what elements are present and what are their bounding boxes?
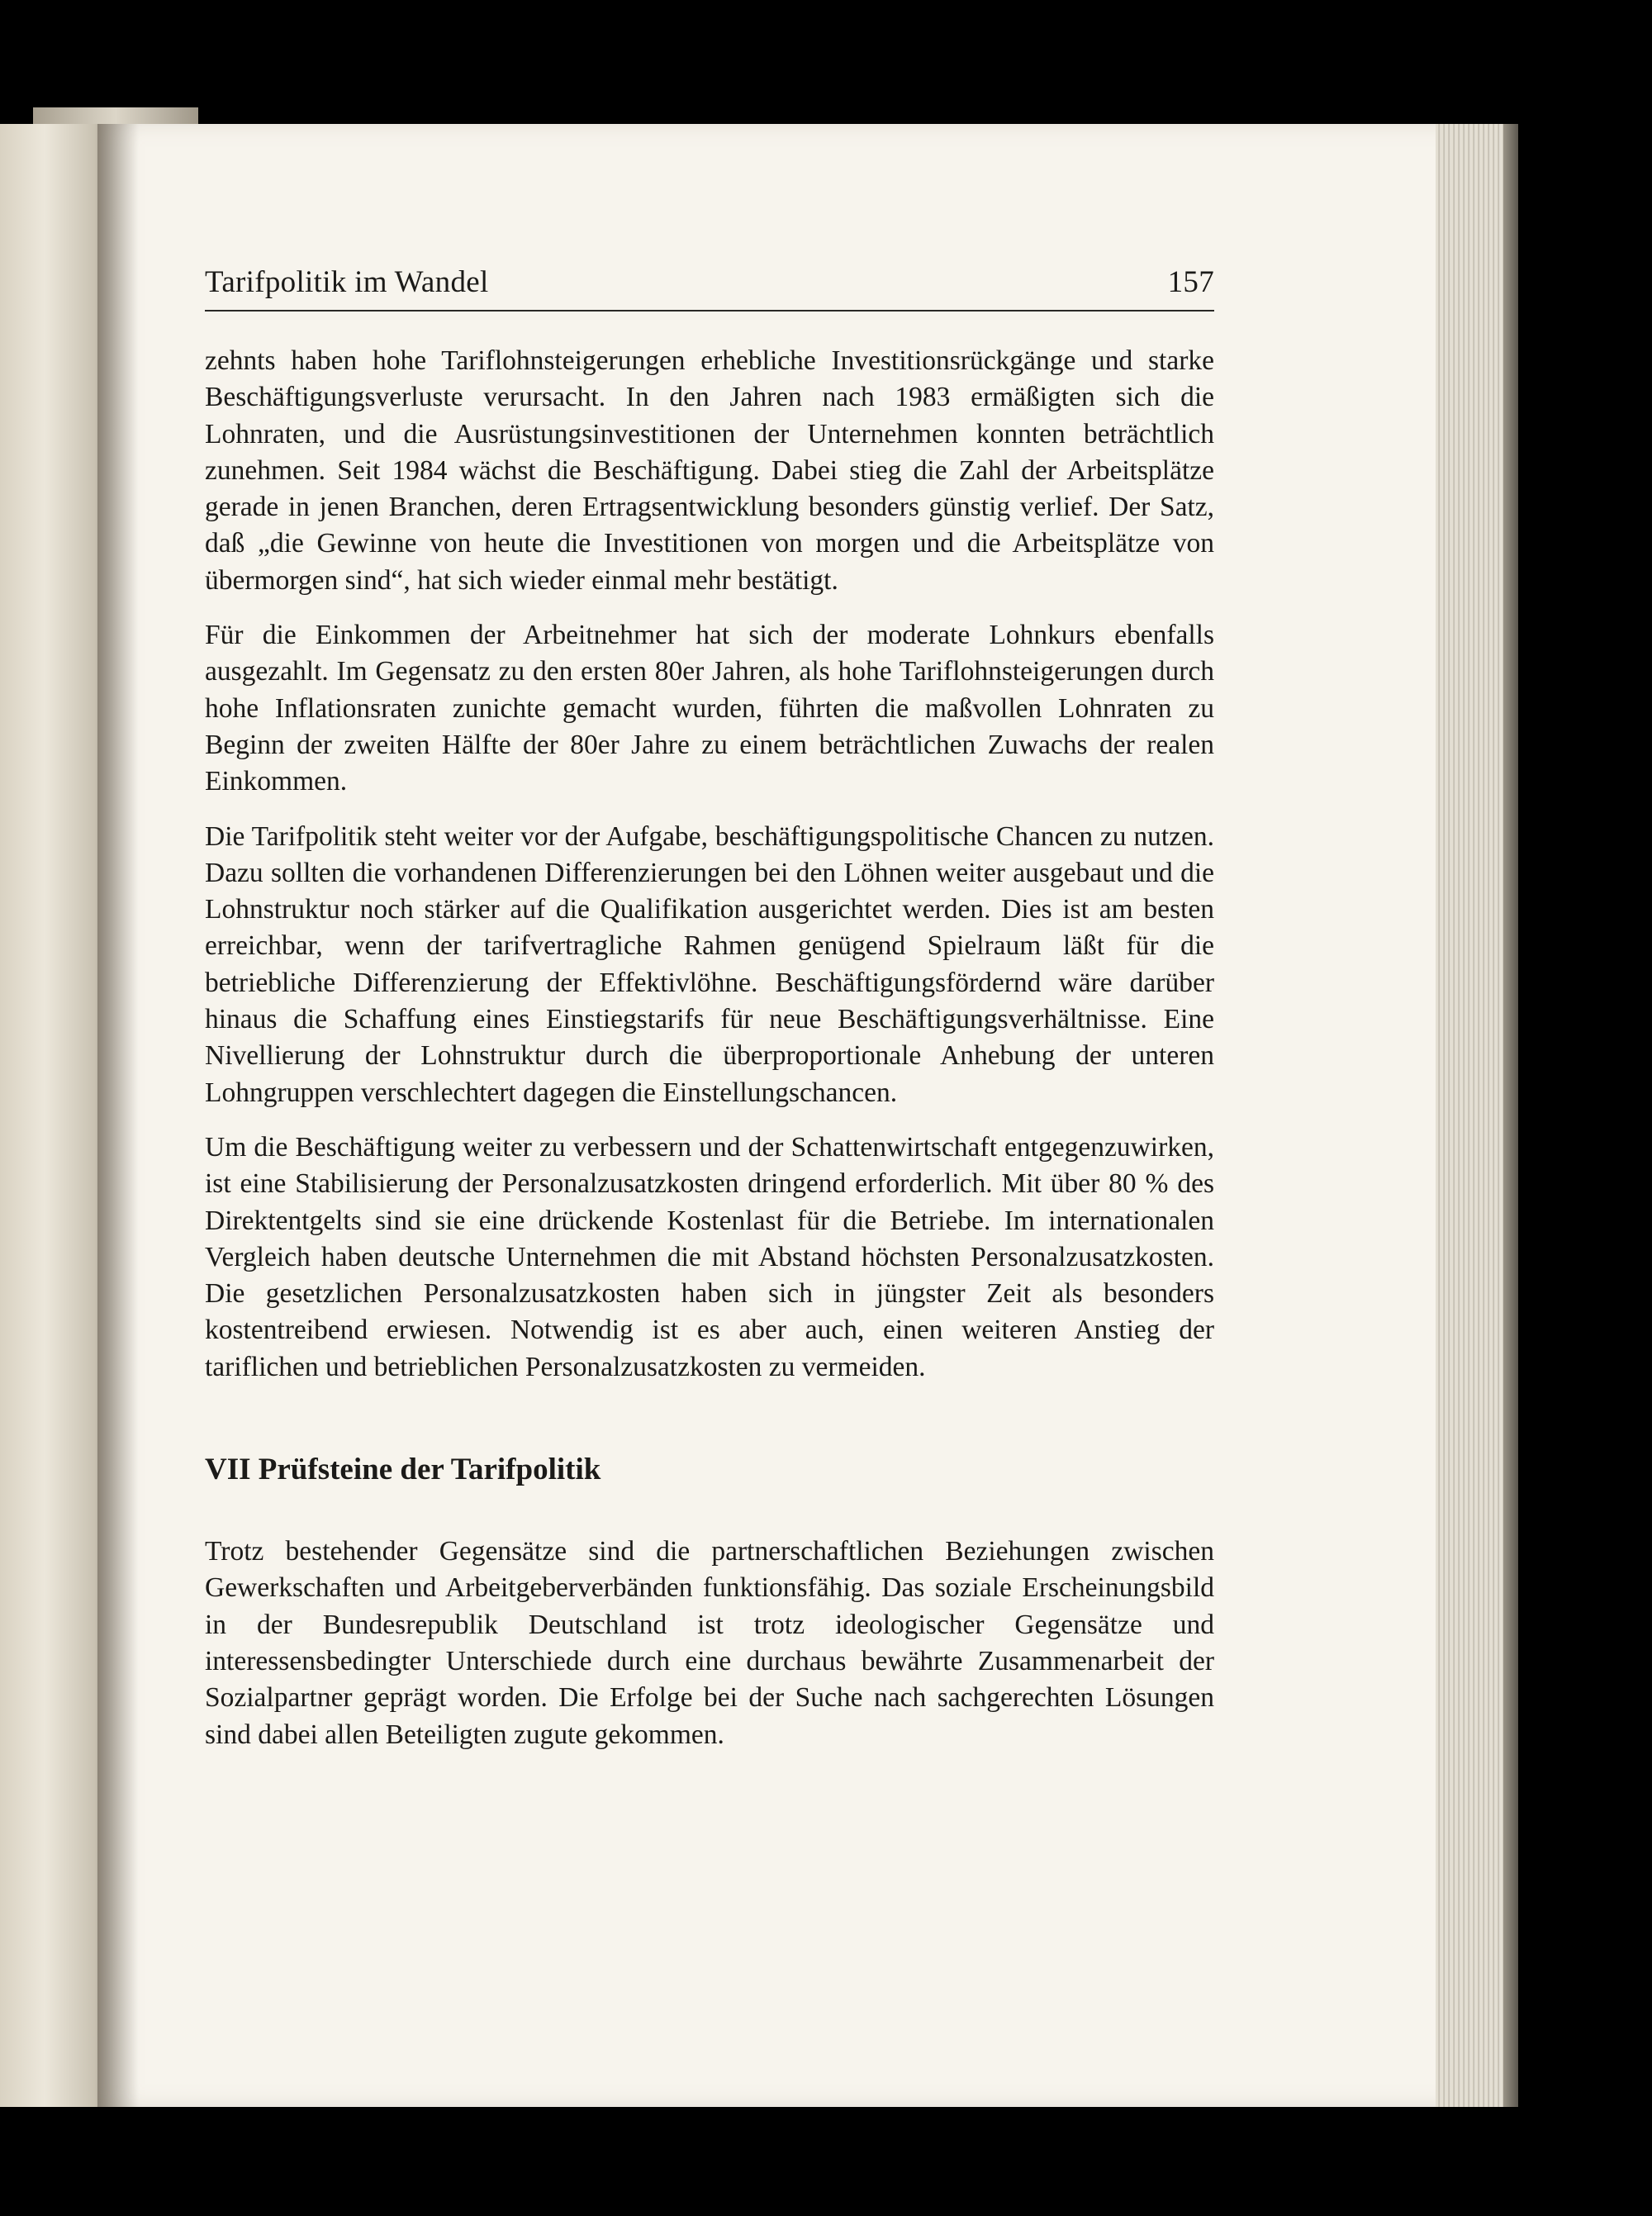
page-edge-shadow	[1503, 124, 1518, 2107]
left-page-top-edge	[33, 107, 198, 124]
page-number: 157	[1167, 265, 1214, 299]
section-heading: VII Prüfsteine der Tarifpolitik	[205, 1453, 601, 1487]
paragraph: Die Tarifpolitik steht weiter vor der Aufgabe, beschäftigungspolitische Chancen zu nutzen. Dazu sollten die vorhandenen Differenzierungen bei den Löhnen weiter ausgebaut und die Lohnstruktur noch stärker auf die Qualifikation ausgerichtet werden. Dies ist am besten erreichbar, wenn der tarifvertragliche Rahmen genügend Spielraum läßt für die betriebliche Differenzierung der Effektivlöhne. Beschäftigungsfördernd wäre darüber hinaus die Schaffung eines Einstiegstarifs für neue Beschäftigungsverhältnisse. Eine Nivellierung der Lohnstruktur durch die überproportionale Anhebung der unteren Lohngruppen verschlechtert dagegen die Einstellungschancen.	[205, 820, 1214, 1108]
paragraph: Trotz bestehender Gegensätze sind die partnerschaftlichen Beziehungen zwischen Gewerkschaften und Arbeitgeberverbänden funktionsfähig. Das soziale Erscheinungsbild in der Bundesrepublik Deutschland ist trotz ideologischer Gegensätze und interessensbedingter Unterschiede durch eine durchaus bewährte Zusammenarbeit der Sozialpartner geprägt worden. Die Erfolge bei der Suche nach sachgerechten Lösungen sind dabei allen Beteiligten zugute gekommen.	[205, 1536, 1214, 1750]
body-text	[205, 343, 1214, 1753]
running-head	[205, 264, 1214, 311]
left-page-remnant	[0, 124, 112, 2107]
paragraph: zehnts haben hohe Tariflohnsteigerungen erhebliche Investitionsrückgänge und starke Beschäftigungsverluste verursacht. In den Jahren nach 1983 ermäßigten sich die Lohnraten, und die Ausrüstungsinvestitionen der Unternehmen konnten beträchtlich zunehmen. Seit 1984 wächst die Beschäftigung. Dabei stieg die Zahl der Arbeitsplätze gerade in jenen Branchen, deren Ertragsentwicklung besonders günstig verlief. Der Satz, daß „die Gewinne von heute die Investitionen von morgen und die Arbeitsplätze von übermorgen sind“, hat sich wieder einmal mehr bestätigt.	[205, 345, 1214, 596]
paragraph: Für die Einkommen der Arbeitnehmer hat sich der moderate Lohnkurs ebenfalls ausgezahlt. Im Gegensatz zu den ersten 80er Jahren, als hohe Tariflohnsteigerungen durch hohe Inflationsraten zunichte gemacht wurden, führten die maßvollen Lohnraten zu Beginn der zweiten Hälfte der 80er Jahre zu einem beträchtlichen Zuwachs der realen Einkommen.	[205, 620, 1214, 797]
paragraph: Um die Beschäftigung weiter zu verbessern und der Schattenwirtschaft entgegenzuwirken, ist eine Stabilisierung der Personalzusatzkosten dringend erforderlich. Mit über 80 % des Direktentgelts sind sie eine drückende Kostenlast für die Betriebe. Im internationalen Vergleich haben deutsche Unternehmen die mit Abstand höchsten Personalzusatzkosten. Die gesetzlichen Personalzusatzkosten haben sich in jüngster Zeit als besonders kostentreibend erwiesen. Notwendig ist es aber auch, einen weiteren Anstieg der tariflichen und betrieblichen Personalzusatzkosten zu vermeiden.	[205, 1131, 1214, 1382]
page-content	[205, 264, 1214, 1771]
running-head-title: Tarifpolitik im Wandel	[205, 265, 489, 299]
gutter-shadow	[97, 124, 139, 2107]
